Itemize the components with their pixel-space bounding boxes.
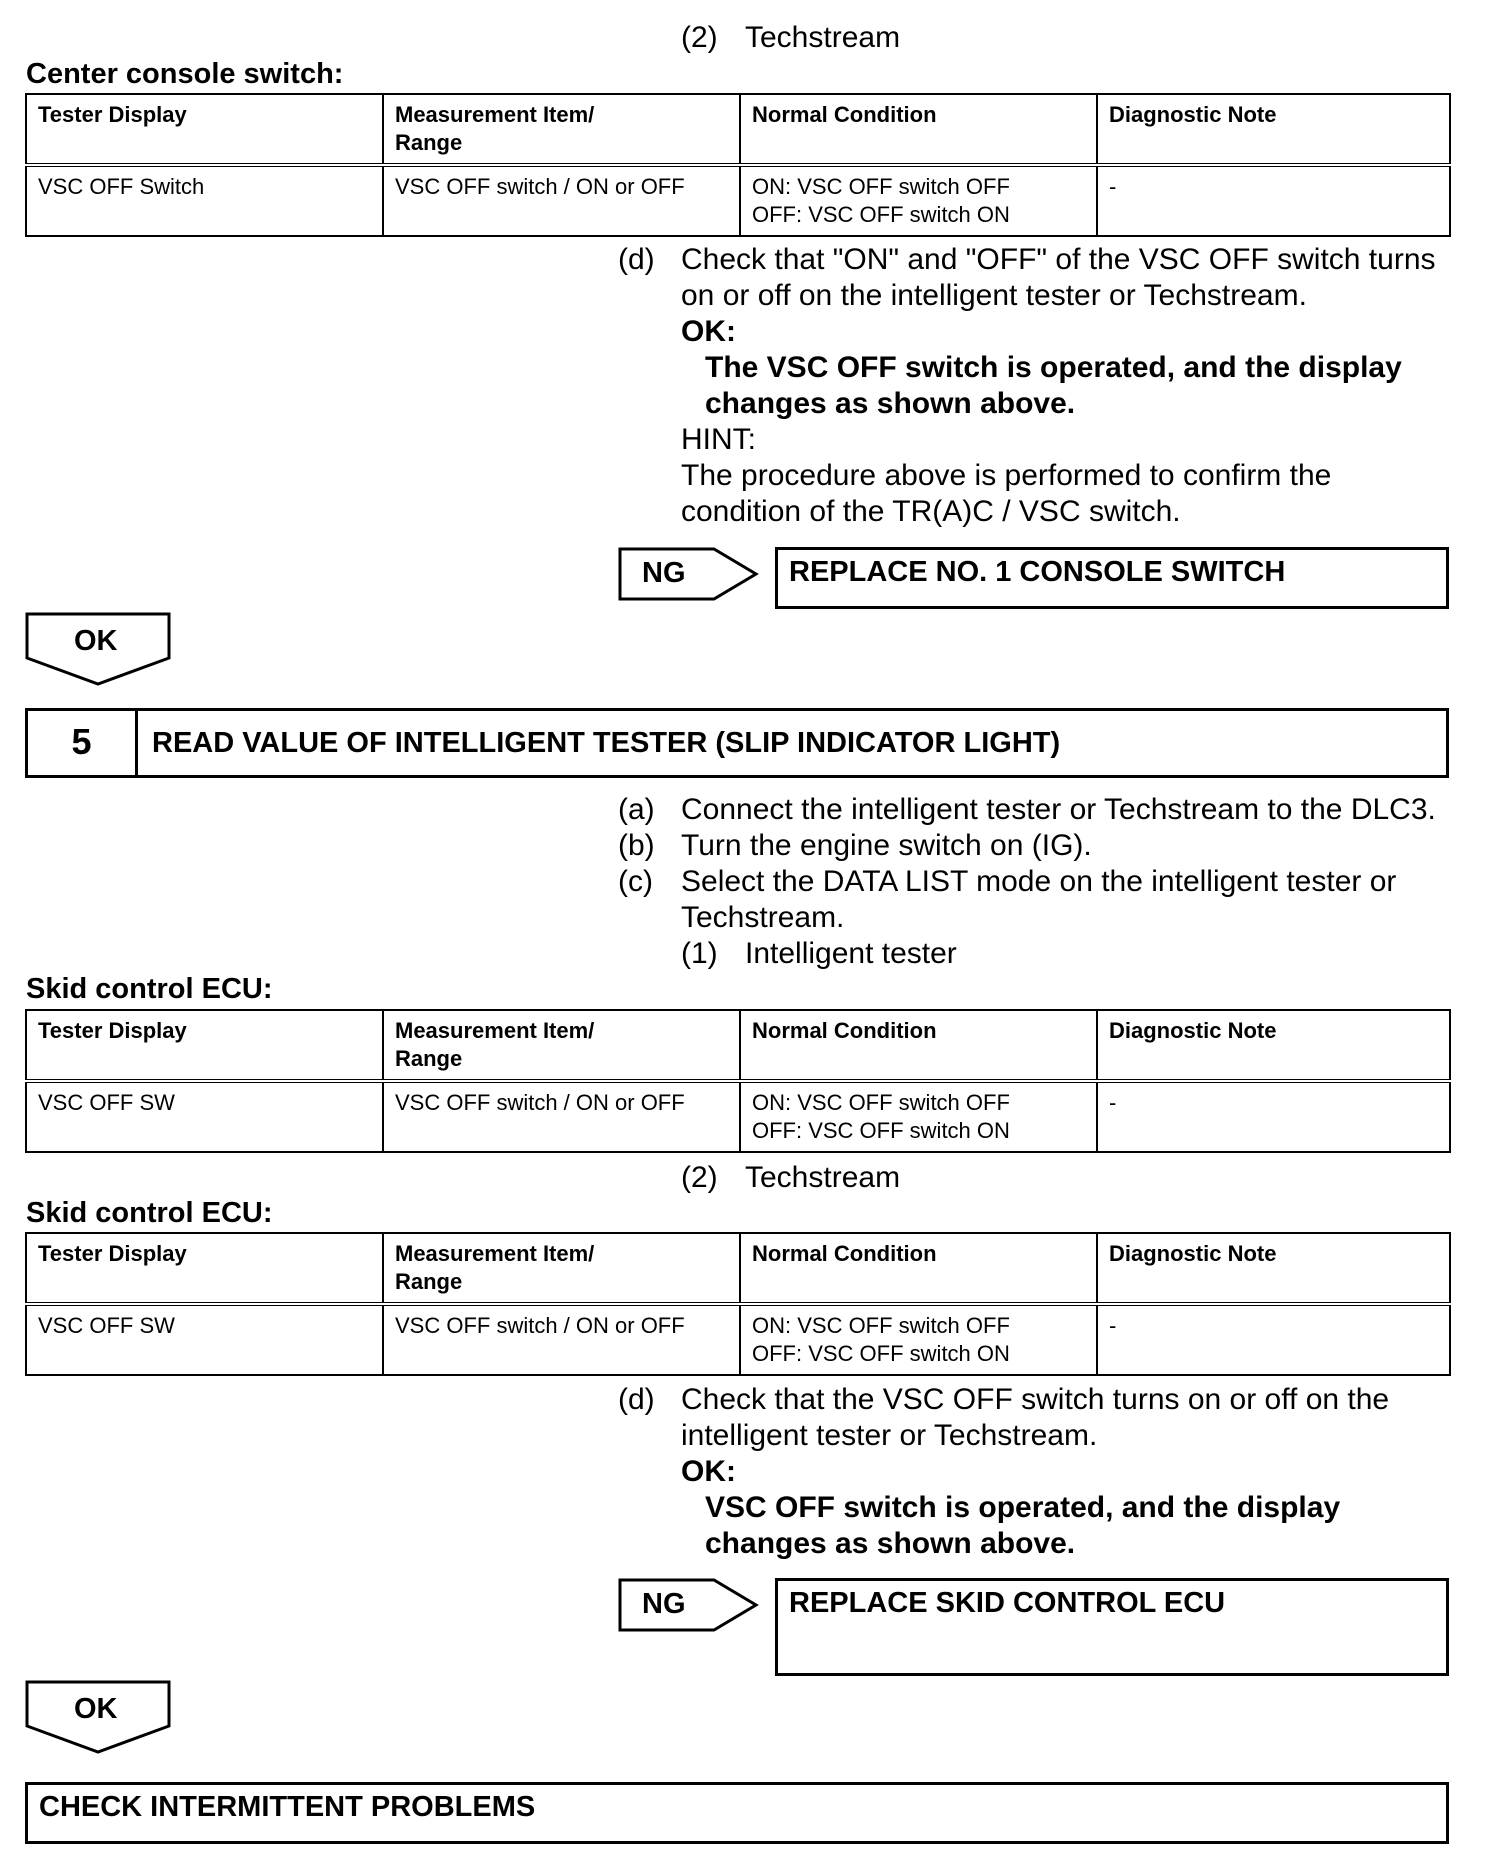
cell-tester-display: VSC OFF SW: [26, 1304, 383, 1375]
header-cell: Normal Condition: [740, 1010, 1097, 1081]
ok-condition-line: VSC OFF switch is operated, and the display: [705, 1491, 1341, 1524]
sub-step-text: Techstream: [745, 1161, 901, 1194]
step-text-line: on or off on the intelligent tester or Techstream.: [681, 279, 1307, 312]
step-text: Turn the engine switch on (IG).: [681, 829, 1092, 862]
cell-normal-condition: [740, 1081, 1097, 1152]
step-text-line: Check that the VSC OFF switch turns on or off on the: [681, 1383, 1390, 1416]
step-text-continuation: Techstream.: [681, 901, 845, 934]
cell-diagnostic-note: -: [1097, 1304, 1450, 1375]
ok-condition-line: The VSC OFF switch is operated, and the display: [705, 351, 1402, 384]
cell-diagnostic-note: -: [1097, 1081, 1450, 1152]
header-line: Measurement Item/: [395, 1241, 595, 1266]
step-letter: (b): [618, 829, 655, 862]
step-letter: (c): [618, 865, 653, 898]
ok-label: OK:: [681, 1455, 736, 1488]
condition-line: OFF: VSC OFF switch ON: [752, 1341, 1010, 1366]
result-box-replace-console-switch: REPLACE NO. 1 CONSOLE SWITCH: [775, 547, 1449, 609]
ok-label: OK:: [681, 315, 736, 348]
condition-line: OFF: VSC OFF switch ON: [752, 1118, 1010, 1143]
result-box-replace-skid-ecu: REPLACE SKID CONTROL ECU: [775, 1578, 1449, 1676]
cell-diagnostic-note: -: [1097, 165, 1450, 236]
table-label: Center console switch:: [26, 58, 344, 90]
sub-step-number: (2): [681, 21, 718, 54]
header-line: Measurement Item/: [395, 1018, 595, 1043]
table-label: Skid control ECU:: [26, 1197, 273, 1229]
step-letter: (d): [618, 1383, 655, 1416]
sub-step-text: Intelligent tester: [745, 937, 957, 970]
final-step-box: CHECK INTERMITTENT PROBLEMS: [25, 1782, 1449, 1844]
table-header-row: [26, 1010, 1450, 1081]
step-text: Connect the intelligent tester or Techstream to the DLC3.: [681, 793, 1436, 826]
header-line: Measurement Item/: [395, 102, 595, 127]
ng-arrow-icon: [618, 1578, 759, 1632]
header-line: Range: [395, 1046, 463, 1071]
table-header-row: [26, 94, 1450, 165]
ok-condition-line: changes as shown above.: [705, 387, 1076, 420]
step-number: 5: [28, 711, 138, 775]
step-text-line: intelligent tester or Techstream.: [681, 1419, 1098, 1452]
sub-step-number: (2): [681, 1161, 718, 1194]
hint-text-line: The procedure above is performed to confirm the: [681, 459, 1332, 492]
ok-arrow-label: OK: [74, 625, 118, 657]
header-cell: Tester Display: [26, 1010, 383, 1081]
ng-arrow-icon: [618, 547, 759, 601]
header-cell: [383, 94, 740, 165]
ok-condition-line: changes as shown above.: [705, 1527, 1076, 1560]
step-text: Select the DATA LIST mode on the intelligent tester or: [681, 865, 1397, 898]
ng-label: NG: [642, 557, 686, 589]
header-cell: Diagnostic Note: [1097, 1010, 1450, 1081]
hint-text-line: condition of the TR(A)C / VSC switch.: [681, 495, 1181, 528]
sub-step-text: Techstream: [745, 21, 901, 54]
condition-line: ON: VSC OFF switch OFF: [752, 1313, 1010, 1338]
cell-normal-condition: [740, 1304, 1097, 1375]
table-header-row: [26, 1233, 1450, 1304]
cell-normal-condition: [740, 165, 1097, 236]
data-table-center-console: [25, 93, 1451, 237]
header-cell: Tester Display: [26, 1233, 383, 1304]
step-text-line: Check that "ON" and "OFF" of the VSC OFF switch turns: [681, 243, 1436, 276]
step-letter: (a): [618, 793, 655, 826]
condition-line: ON: VSC OFF switch OFF: [752, 174, 1010, 199]
table-row: [26, 1304, 1450, 1375]
cell-tester-display: VSC OFF SW: [26, 1081, 383, 1152]
table-row: [26, 165, 1450, 236]
header-cell: Normal Condition: [740, 94, 1097, 165]
header-line: Range: [395, 1269, 463, 1294]
data-table-skid-ecu-techstream: [25, 1232, 1451, 1376]
header-cell: Diagnostic Note: [1097, 94, 1450, 165]
header-line: Range: [395, 130, 463, 155]
table-row: [26, 1081, 1450, 1152]
cell-measurement-item: VSC OFF switch / ON or OFF: [383, 1081, 740, 1152]
cell-tester-display: VSC OFF Switch: [26, 165, 383, 236]
sub-step-number: (1): [681, 937, 718, 970]
cell-measurement-item: VSC OFF switch / ON or OFF: [383, 1304, 740, 1375]
ok-arrow-label: OK: [74, 1693, 118, 1725]
header-cell: Tester Display: [26, 94, 383, 165]
condition-line: ON: VSC OFF switch OFF: [752, 1090, 1010, 1115]
data-table-skid-ecu-tester: [25, 1009, 1451, 1153]
header-cell: Diagnostic Note: [1097, 1233, 1450, 1304]
cell-measurement-item: VSC OFF switch / ON or OFF: [383, 165, 740, 236]
header-cell: [383, 1233, 740, 1304]
hint-label: HINT:: [681, 423, 756, 456]
header-cell: Normal Condition: [740, 1233, 1097, 1304]
step-title: READ VALUE OF INTELLIGENT TESTER (SLIP INDICATOR LIGHT): [152, 727, 1061, 759]
step-header: [25, 708, 1449, 778]
condition-line: OFF: VSC OFF switch ON: [752, 202, 1010, 227]
table-label: Skid control ECU:: [26, 973, 273, 1005]
step-letter: (d): [618, 243, 655, 276]
header-cell: [383, 1010, 740, 1081]
ng-label: NG: [642, 1588, 686, 1620]
